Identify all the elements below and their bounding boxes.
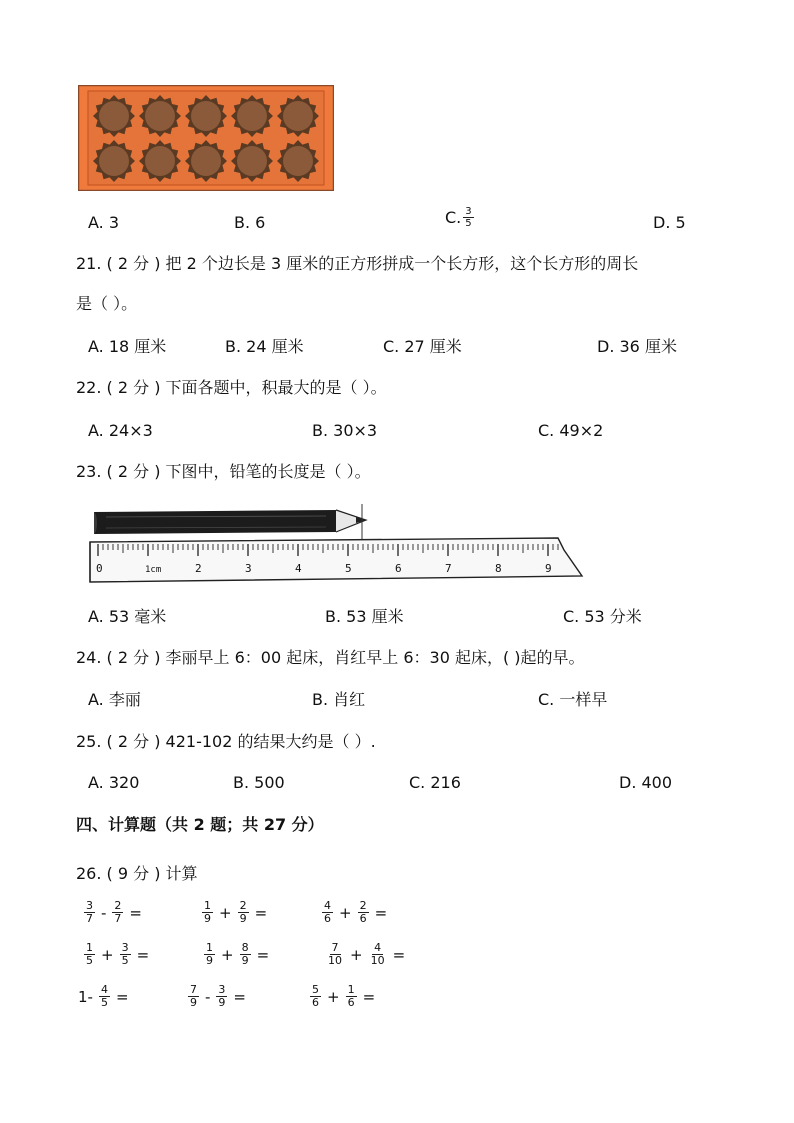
prefix: 1- <box>78 987 93 1006</box>
q25-question: 25. ( 2 分 ) 421-102 的结果大约是（ ）. <box>76 732 376 751</box>
q23-question: 23. ( 2 分 ) 下图中，铅笔的长度是（ ）。 <box>76 462 371 481</box>
fraction-numerator: 3 <box>465 206 472 217</box>
q20-option-a[interactable]: A. 3 <box>88 213 120 232</box>
operator: + <box>101 945 114 964</box>
operator: - <box>101 903 107 922</box>
cupcake <box>145 101 175 131</box>
calc-item[interactable] <box>202 942 269 967</box>
ruler-label: 1cm <box>145 565 162 575</box>
operator: + <box>350 945 363 964</box>
equals-sign: = <box>129 903 142 922</box>
fraction: $\frac{3}{5}$ <box>121 941 129 967</box>
fraction: $\frac{3}{7}$ <box>86 899 93 925</box>
fraction: $\frac{2}{9}$ <box>239 899 247 925</box>
calc-item[interactable] <box>82 900 142 925</box>
operator: + <box>219 903 232 922</box>
fraction: $\frac{1}{9}$ <box>206 941 213 967</box>
fraction-denominator: 5 <box>465 218 472 229</box>
fraction: $\frac{1}{6}$ <box>347 983 355 1009</box>
q26-question: 26. ( 9 分 ) 计算 <box>76 864 198 883</box>
cupcake <box>237 146 267 176</box>
fraction: $\frac{8}{9}$ <box>241 941 249 967</box>
fraction: $\frac{3}{9}$ <box>218 983 226 1009</box>
q21-option-b[interactable]: B. 24 厘米 <box>225 337 304 356</box>
equals-sign: = <box>374 903 388 922</box>
q21-option-a[interactable]: A. 18 厘米 <box>88 337 167 356</box>
pencil-ruler-image <box>86 500 586 588</box>
q20-option-d[interactable]: D. 5 <box>653 213 686 232</box>
operator: + <box>327 987 340 1006</box>
equals-sign: = <box>362 987 376 1006</box>
calc-item[interactable] <box>200 900 267 925</box>
q25-option-c[interactable]: C. 216 <box>409 773 461 792</box>
pencil-icon <box>94 504 367 544</box>
fraction: $\frac{4}{5}$ <box>100 983 108 1009</box>
cupcake <box>99 146 129 176</box>
q21-option-d[interactable]: D. 36 厘米 <box>597 337 677 356</box>
equals-sign: = <box>115 987 129 1006</box>
fraction: $\frac{2}{6}$ <box>359 899 367 925</box>
q21-option-c[interactable]: C. 27 厘米 <box>383 337 462 356</box>
ruler-label: 4 <box>295 562 302 575</box>
section-title-calculation: 四、计算题（共 2 题；共 27 分） <box>76 815 324 834</box>
operator: + <box>221 945 234 964</box>
ruler-label: 3 <box>245 562 252 575</box>
ruler-label: 8 <box>495 562 502 575</box>
ruler-icon <box>90 538 582 582</box>
q22-question: 22. ( 2 分 ) 下面各题中，积最大的是（ ）。 <box>76 378 387 397</box>
cupcake-tray-svg <box>78 85 334 191</box>
calc-item[interactable] <box>320 900 387 925</box>
fraction: $\frac{1}{5}$ <box>86 941 93 967</box>
cupcake <box>145 146 175 176</box>
ruler-label: 9 <box>545 562 552 575</box>
q20-option-c[interactable] <box>445 206 476 229</box>
q23-option-b[interactable]: B. 53 厘米 <box>325 607 404 626</box>
q26-calc-grid <box>78 900 478 1020</box>
ruler-label: 7 <box>445 562 452 575</box>
ruler-label: 0 <box>96 562 103 575</box>
cupcake <box>191 101 221 131</box>
q22-option-c[interactable]: C. 49×2 <box>538 421 604 440</box>
equals-sign: = <box>392 945 406 964</box>
calc-item[interactable] <box>78 984 129 1009</box>
equals-sign: = <box>233 987 246 1006</box>
calc-item[interactable] <box>324 942 405 967</box>
q25-option-a[interactable]: A. 320 <box>88 773 140 792</box>
q25-option-d[interactable]: D. 400 <box>619 773 673 792</box>
ruler-label: 2 <box>195 562 202 575</box>
cupcake <box>283 101 313 131</box>
fraction: $\frac{5}{6}$ <box>312 983 319 1009</box>
cupcake <box>99 101 129 131</box>
cupcake-tray-image <box>78 85 334 191</box>
q22-option-a[interactable]: A. 24×3 <box>88 421 153 440</box>
q23-option-c[interactable]: C. 53 分米 <box>563 607 642 626</box>
fraction: $\frac{2}{7}$ <box>114 899 122 925</box>
q20-option-b[interactable]: B. 6 <box>234 213 266 232</box>
calc-item[interactable] <box>82 942 149 967</box>
q24-question: 24. ( 2 分 ) 李丽早上 6：00 起床，肖红早上 6：30 起床，( )起的早。 <box>76 648 585 667</box>
fraction: $\frac{1}{9}$ <box>204 899 211 925</box>
q24-option-a[interactable]: A. 李丽 <box>88 690 141 709</box>
q25-option-b[interactable]: B. 500 <box>233 773 285 792</box>
ruler-label: 5 <box>345 562 352 575</box>
ruler-label: 6 <box>395 562 402 575</box>
q24-option-b[interactable]: B. 肖红 <box>312 690 366 709</box>
fraction: $\frac{7}{9}$ <box>190 983 197 1009</box>
equals-sign: = <box>136 945 150 964</box>
pencil-ruler-svg <box>86 500 586 588</box>
q20-option-c-label: C. <box>445 207 462 227</box>
operator: + <box>339 903 352 922</box>
equals-sign: = <box>256 945 270 964</box>
cupcake <box>191 146 221 176</box>
q20-option-c-fraction <box>463 206 473 229</box>
q24-option-c[interactable]: C. 一样早 <box>538 690 608 709</box>
q21-question-line1: 21. ( 2 分 ) 把 2 个边长是 3 厘米的正方形拼成一个长方形，这个长方形的周长 <box>76 254 639 273</box>
calc-item[interactable] <box>186 984 246 1009</box>
fraction: $\frac{4}{10}$ <box>370 941 385 967</box>
q21-question-line2: 是（ ）。 <box>76 294 138 313</box>
q23-option-a[interactable]: A. 53 毫米 <box>88 607 167 626</box>
fraction: $\frac{4}{6}$ <box>324 899 331 925</box>
q22-option-b[interactable]: B. 30×3 <box>312 421 378 440</box>
cupcake <box>283 146 313 176</box>
operator: - <box>205 987 211 1006</box>
calc-item[interactable] <box>308 984 375 1009</box>
fraction: $\frac{7}{10}$ <box>328 941 342 967</box>
equals-sign: = <box>254 903 268 922</box>
cupcake <box>237 101 267 131</box>
